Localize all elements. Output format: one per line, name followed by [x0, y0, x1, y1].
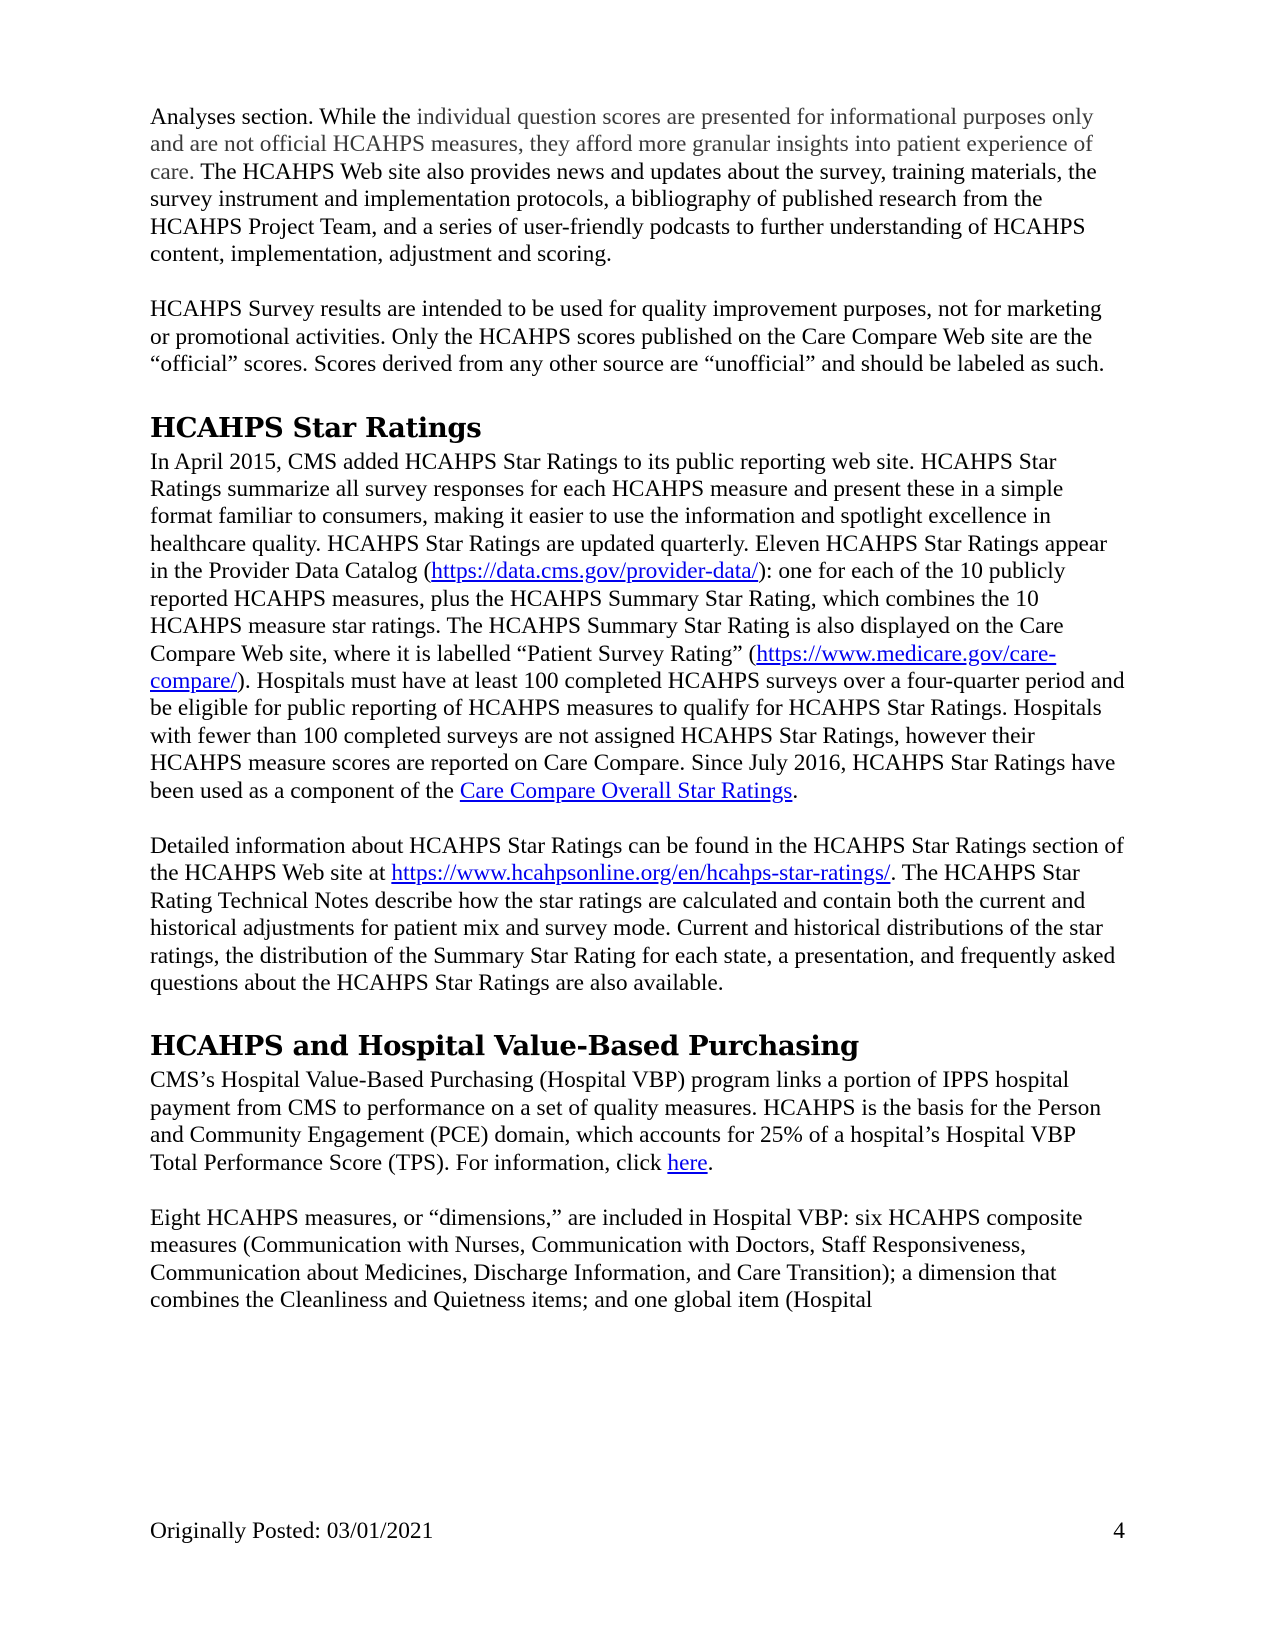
- star-ratings-paragraph-1: [150, 449, 1125, 805]
- star-ratings-text-a: In April 2015, CMS added HCAHPS Star Ratings to its public reporting web site. HCAHPS Star Ratings summarize all survey responses for each HCAHPS measure and present these in a simple format familiar to consumers, making it easier to use the information and spotlight excellence in healthcare quality. HCAHPS Star Ratings are updated quarterly. Eleven HCAHPS Star Ratings appear in the Provider Data Catalog (: [150, 448, 1108, 585]
- intro-text-gray: individual question scores are presented for informational purposes only and are not official HCAHPS measures, they afford more granular insights into patient experience of care.: [150, 104, 1094, 185]
- vbp-here-link[interactable]: here: [667, 1149, 708, 1176]
- intro-paragraph-2: HCAHPS Survey results are intended to be used for quality improvement purposes, not for marketing or promotional activities. Only the HCAHPS scores published on the Care Compare Web site are the “official” scores. Scores derived from any other source are “unofficial” and should be labeled as such.: [150, 296, 1105, 378]
- vbp-text-b: .: [707, 1149, 714, 1176]
- overall-star-ratings-link[interactable]: Care Compare Overall Star Ratings: [459, 777, 793, 804]
- intro-text-a: Analyses section. While the: [150, 104, 417, 130]
- vbp-heading: HCAHPS and Hospital Value-Based Purchasing: [150, 1030, 859, 1063]
- intro-paragraph-1: [150, 104, 1125, 268]
- star-ratings-detail-text-b: . The HCAHPS Star Rating Technical Notes describe how the star ratings are calculated and contain both the current and historical adjustments for patient mix and survey mode. Current and historical distributions of the star ratings, the distribution of the Summary Star Rating for each state, a presentation, and frequently asked questions about the HCAHPS Star Ratings are also available.: [150, 860, 1116, 996]
- star-ratings-text-b: ): one for each of the 10 publicly reported HCAHPS measures, plus the HCAHPS Summary Star Rating, which combines the 10 HCAHPS measure star ratings. The HCAHPS Summary Star Rating is also displayed on the Care Compare Web site, where it is labelled “Patient Survey Rating” (: [150, 558, 1066, 667]
- star-ratings-paragraph-2: [150, 833, 1125, 997]
- intro-text-b: The HCAHPS Web site also provides news and updates about the survey, training materials, the survey instrument and implementation protocols, a bibliography of published research from the HCAHPS Project Team, and a series of user-friendly podcasts to further understanding of HCAHPS content, implementation, adjustment and scoring.: [150, 158, 1097, 268]
- document-page: [150, 104, 1125, 1315]
- care-compare-link[interactable]: https://www.medicare.gov/care-compare/: [150, 640, 1057, 694]
- page-number: 4: [1113, 1518, 1125, 1544]
- provider-data-catalog-link[interactable]: https://data.cms.gov/provider-data/: [431, 558, 759, 585]
- star-ratings-heading: HCAHPS Star Ratings: [150, 411, 482, 444]
- star-ratings-text-d: .: [792, 777, 799, 804]
- star-ratings-text-c: ). Hospitals must have at least 100 completed HCAHPS surveys over a four-quarter period and be eligible for public reporting of HCAHPS measures to qualify for HCAHPS Star Ratings. Hospitals with fewer than 100 completed surveys are not assigned HCAHPS Star Ratings, however their HCAHPS measure scores are reported on Care Compare. Since July 2016, HCAHPS Star Ratings have been used as a component of the: [150, 667, 1125, 804]
- vbp-paragraph-2: Eight HCAHPS measures, or “dimensions,” are included in Hospital VBP: six HCAHPS composite measures (Communication with Nurses, Communication with Doctors, Staff Responsiveness, Communication about Medicines, Discharge Information, and Care Transition); a dimension that combines the Cleanliness and Quietness items; and one global item (Hospital: [150, 1205, 1083, 1314]
- star-ratings-detail-text-a: Detailed information about HCAHPS Star Ratings can be found in the HCAHPS Star Ratings section of the HCAHPS Web site at: [150, 832, 1124, 887]
- hcahps-star-ratings-link[interactable]: https://www.hcahpsonline.org/en/hcahps-star-ratings/: [391, 860, 891, 887]
- posted-date: Originally Posted: 03/01/2021: [150, 1518, 434, 1544]
- vbp-paragraph-1: [150, 1067, 1125, 1177]
- vbp-text-a: CMS’s Hospital Value-Based Purchasing (Hospital VBP) program links a portion of IPPS hospital payment from CMS to performance on a set of quality measures. HCAHPS is the basis for the Person and Community Engagement (PCE) domain, which accounts for 25% of a hospital’s Hospital VBP Total Performance Score (TPS). For information, click: [150, 1067, 1102, 1176]
